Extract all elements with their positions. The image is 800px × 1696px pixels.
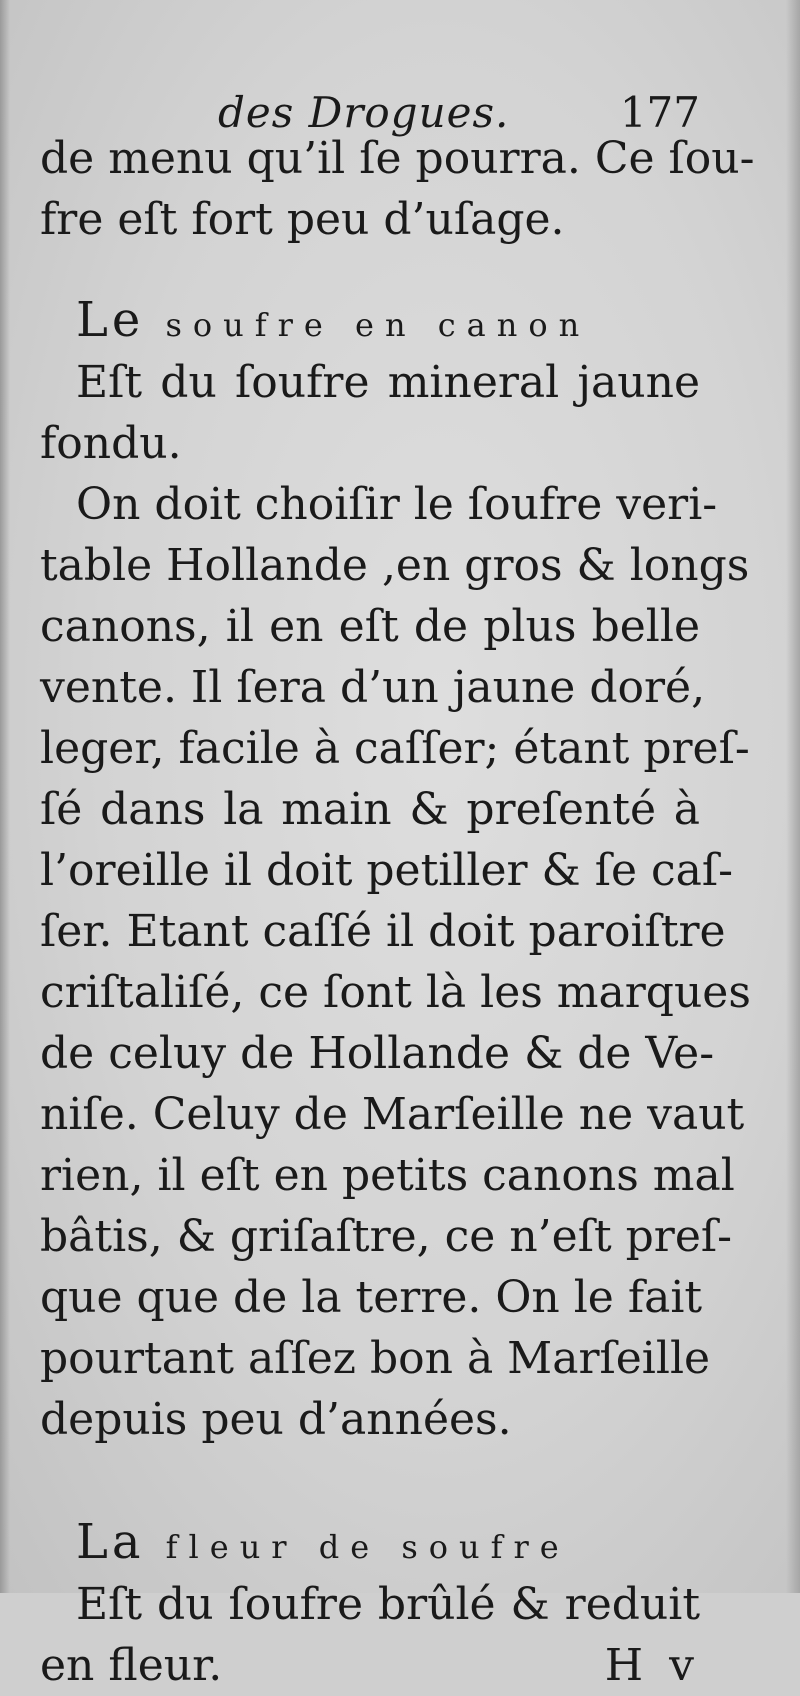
section-heading-fleur-de-soufre xyxy=(40,1510,700,1574)
text-block xyxy=(40,128,755,1696)
text-line: canons, il en eſt de plus belle xyxy=(40,601,700,652)
text-line: ſé dans la main & preſenté à xyxy=(40,784,700,835)
text-line: On doit choiſir le ſoufre veri- xyxy=(76,479,718,530)
text-line: fre eſt fort peu d’uſage. xyxy=(40,194,565,245)
text-line: rien, il eſt en petits canons mal xyxy=(40,1150,735,1201)
text-line-final xyxy=(40,1635,700,1696)
text-line: de celuy de Hollande & de Ve- xyxy=(40,1028,715,1079)
text-line: leger, facile à caſſer; étant preſ- xyxy=(40,723,750,774)
text-line: ſer. Etant caſſé il doit paroiſtre xyxy=(40,906,726,957)
heading-initial: Le xyxy=(76,292,145,348)
text-line: niſe. Celuy de Marſeille ne vaut xyxy=(40,1089,745,1140)
signature-mark: H v xyxy=(604,1640,700,1691)
text-line: depuis peu d’années. xyxy=(40,1394,512,1445)
text-line: pourtant aſſez bon à Marſeille xyxy=(40,1333,711,1384)
page-edge-shadow-left xyxy=(0,0,10,1593)
text-line: l’oreille il doit petiller & ſe caſ- xyxy=(40,845,734,896)
text-line: vente. Il ſera d’un jaune doré, xyxy=(40,662,706,713)
heading-initial: La xyxy=(76,1514,145,1570)
running-head: des Drogues. xyxy=(218,88,510,137)
text-line: fondu. xyxy=(40,418,182,469)
heading-rest: soufre en canon xyxy=(165,306,591,344)
heading-rest: fleur de soufre xyxy=(165,1528,570,1566)
page-edge-shadow-right xyxy=(786,0,800,1593)
text-line: Eſt du ſoufre brûlé & reduit xyxy=(76,1579,700,1630)
text-line: que que de la terre. On le fait xyxy=(40,1272,703,1323)
text-line: criſtaliſé, ce ſont là les marques xyxy=(40,967,751,1018)
text-line: de menu qu’il ſe pourra. Ce ſou- xyxy=(40,133,755,184)
text-line: bâtis, & griſaſtre, ce n’eſt preſ- xyxy=(40,1211,733,1262)
section-heading-soufre-en-canon xyxy=(40,288,700,352)
text-line: Eſt du ſoufre mineral jaune xyxy=(76,357,700,408)
page-number: 177 xyxy=(619,88,700,137)
text-line: en fleur. xyxy=(40,1640,223,1691)
text-line: table Hollande ,en gros & longs xyxy=(40,540,750,591)
